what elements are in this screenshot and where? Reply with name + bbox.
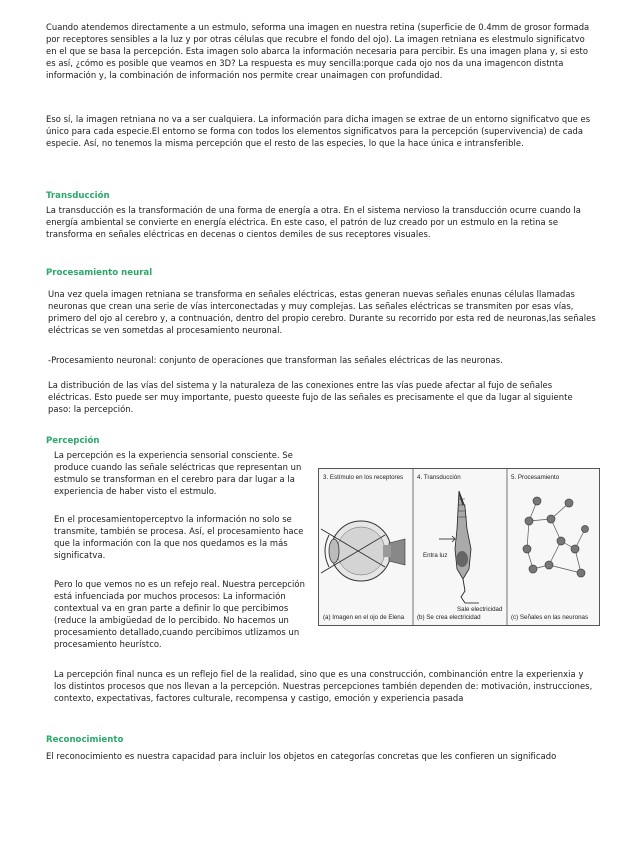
caption-a: (a) Imagen en el ojo de Elena [323, 614, 405, 621]
label-electric-out: Sale electricidad [457, 606, 503, 613]
heading-transduccion: Transducción [46, 191, 110, 201]
procesamiento-paragraph-1: Una vez quela imagen retniana se transforma en señales eléctricas, estas generan nuevas señales enunas células llamadas neuronas que crean una serie de vías interconectadas y muy complejas. Las señales eléctricas se transmiten por esas vías, primero del ojo al cerebro y, a contnuación, dentro del propio cerebro. Durante su recorrido por esta red de neuronas,las señales eléctricas se ven sometdas al procesamiento neuronal. [48, 289, 596, 335]
percepcion-paragraph-4: La percepción final nunca es un reflejo fiel de la realidad, sino que es una construcción, combinanción entre la experienxia y los distintos procesos que nos llevan a la percepción. Nuestras percepciones también dependen de: motivación, instrucciones, contexto, expectativas, factores culturale, recompensa y castigo, emoción y experiencia pasada [54, 669, 593, 703]
intro-paragraph-1: Cuando atendemos directamente a un estmulo, seforma una imagen en nuestra retina (superficie de 0.4mm de grosor formada por receptores sensibles a la luz y por otras células que recubre el fondo del ojo). La imagen retniana es elestmulo significatvo en el que se basa la percepción. Esta imagen solo abarca la información necesaria para percibir. Es una imagen plana y, si esto es así, ¿cómo es posible que veamos en 3D? La respuesta es muy sencilla:porque cada ojo nos da una imagencon distnta información y, la combinación de información nos permite crear unaimagen con profundidad. [46, 22, 590, 80]
caption-c: (c) Señales en las neuronas [511, 614, 589, 621]
heading-percepcion: Percepción [46, 436, 100, 446]
panel3-title: 3. Estímulo en los receptores [323, 474, 404, 481]
label-light-in: Entra luz [423, 552, 448, 559]
heading-procesamiento-neural: Procesamiento neural [46, 268, 153, 278]
procesamiento-paragraph-3: La distribución de las vías del sistema y la naturaleza de las conexiones entre las vías puede afectar al fujo de señales eléctricas. Esto puede ser muy importante, puesto queeste fujo de las señales es precisamente el que da lugar al siguiente paso: la percepción. [48, 380, 573, 414]
perception-process-figure [318, 468, 600, 626]
reconocimiento-paragraph: El reconocimiento es nuestra capacidad para incluir los objetos en categorías concretas que les confieren un significado [46, 751, 557, 761]
percepcion-paragraph-3: Pero lo que vemos no es un refejo real. Nuestra percepción está infuenciada por muchos procesos: La información contextual va en gran parte a definir lo que percibimos (reduce la ambigüedad de lo percibido. No hacemos un procesamiento detallado,cuando percibimos utlizamos un procesamiento heurístco. [54, 579, 305, 649]
procesamiento-paragraph-2: -Procesamiento neuronal: conjunto de operaciones que transforman las señales eléctricas de las neuronas. [48, 355, 503, 365]
intro-paragraph-2: Eso sí, la imagen retniana no va a ser cualquiera. La información para dicha imagen se extrae de un entorno significatvo que es único para cada especie.El entorno se forma con todos los elementos significatvos para la percepción (supervivencia) de cada especie. Así, no tenemos la misma percepción que el resto de las especies, lo que la hace única e intransferible. [46, 114, 591, 148]
transduccion-paragraph: La transducción es la transformación de una forma de energía a otra. En el sistema nervioso la transducción ocurre cuando la energía ambiental se convierte en energía eléctrica. En este caso, el patrón de luz creado por un estmulo en la retina se transforma en señales eléctricas en decenas o cientos demiles de sus receptores visuales. [46, 205, 581, 239]
panel5-title: 5. Procesamiento [511, 474, 560, 481]
percepcion-paragraph-1: La percepción es la experiencia sensorial consciente. Se produce cuando las señale seléctricas que representan un estmulo se transforman en el cerebro para dar lugar a la experiencia de haber visto el estmulo. [54, 450, 302, 496]
heading-reconocimiento: Reconocimiento [46, 735, 124, 745]
panel4-title: 4. Transducción [417, 474, 461, 481]
percepcion-paragraph-2: En el procesamientoperceptvo la información no solo se transmite, también se procesa. Así, el procesamiento hace que la información con la que nos quedamos es la más significatva. [54, 514, 304, 560]
caption-b: (b) Se crea electricidad [417, 614, 481, 621]
